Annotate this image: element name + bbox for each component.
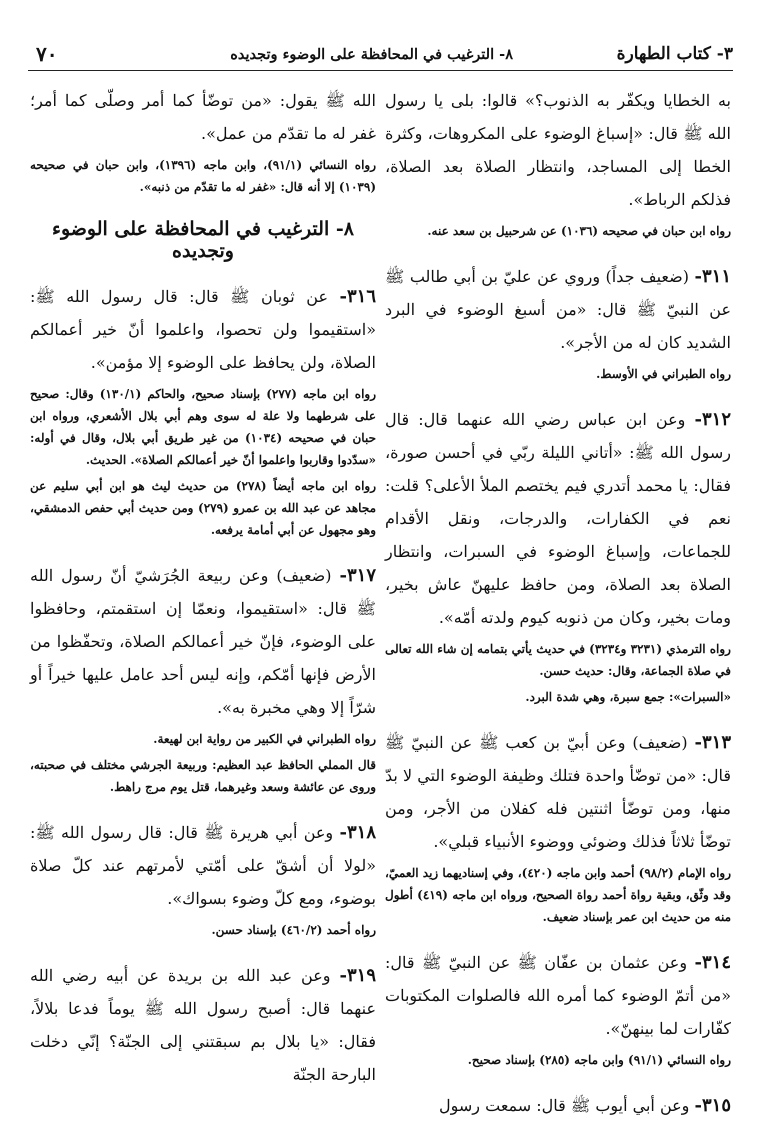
hadith-311 [385, 260, 731, 359]
right-column [385, 84, 731, 1122]
hadith-312-note: «السبرات»: جمع سبرة، وهي شدة البرد. [525, 690, 731, 704]
hadith-312-text: وعن ابن عباس رضي الله عنهما قال: قال رسول الله ﷺ: «أتاني الليلة ربّي في أحسن صورة، فقال: يا محمد أتدري فيم يختصم الملأ الأعلى؟ قلت: نعم في الكفارات، والدرجات، ونقل الأقدام للجماعات، وإسباغ الوضوء في السبرات، وانتظار الصلاة بعد الصلاة، ومن حافظ عليهنّ عاش بخير، ومات بخير، وكان من ذنوبه كيوم ولدته أمّه». [385, 410, 731, 627]
section-title: ٨- الترغيب في المحافظة على الوضوء وتجديده [52, 218, 354, 262]
hadith-311-takhrij: رواه الطبراني في الأوسط. [596, 367, 731, 381]
hadith-313-text: (ضعيف) وعن أبيّ بن كعب ﷺ عن النبيّ ﷺ قال: «من توضّأ واحدة فتلك وظيفة الوضوء التي لا بدّ منها، ومن توضّأ اثنتين فله كفلان من الأجر، ومن توضّأ ثلاثاً فذلك وضوئي ووضوء الأنبياء قبلي». [385, 733, 731, 851]
hadith-315-number: ٣١٥- [694, 1095, 731, 1116]
hadith-313-number: ٣١٣- [694, 732, 731, 753]
hadith-318-number: ٣١٨- [339, 822, 376, 843]
hadith-continuation-takhrij: رواه ابن حبان في صحيحه (١٠٣٦) عن شرحبيل بن سعد عنه. [427, 224, 731, 238]
hadith-318-text: وعن أبي هريرة ﷺ قال: قال رسول الله ﷺ: «لولا أن أشقّ على أمّتي لأمرتهم عند كلّ صلاة بوضوء، ومع كلّ وضوء بسواك». [30, 823, 376, 908]
hadith-315-text: وعن أبي أيوب ﷺ قال: سمعت رسول [439, 1096, 690, 1115]
hadith-316-number: ٣١٦- [339, 286, 377, 307]
hadith-314-text: وعن عثمان بن عفّان ﷺ عن النبيّ ﷺ قال: «من أتمّ الوضوء كما أمره الله فالصلوات المكتوبات كفّارات لما بينهنّ». [385, 953, 731, 1038]
hadith-319-number: ٣١٩- [339, 965, 376, 986]
hadith-313 [385, 726, 731, 858]
hadith-315 [385, 1089, 731, 1122]
hadith-317-takhrij-2: قال المملي الحافظ عبد العظيم: وربيعة الجرشي مختلف في صحبته، وروى عن عائشة وسعد وغيرهما، قتل يوم مرج راهط. [30, 758, 376, 794]
hadith-continuation-text: به الخطايا ويكفّر به الذنوب؟» قالوا: بلى يا رسول الله ﷺ قال: «إسباغ الوضوء على المكروهات، وكثرة الخطا إلى المساجد، وانتظار الصلاة بعد الصلاة، فذلكم الرباط». [385, 91, 731, 209]
hadith-316-text: عن ثوبان ﷺ قال: قال رسول الله ﷺ: «استقيموا ولن تحصوا، واعلموا أنّ خير أعمالكم الصلاة، ولن يحافظ على الوضوء إلا مؤمن». [30, 287, 376, 372]
hadith-318 [30, 816, 376, 915]
book-title: ٣- كتاب الطهارة [616, 44, 733, 64]
hadith-312-takhrij: رواه الترمذي (٣٢٣١ و٣٢٣٤) في حديث يأتي بتمامه إن شاء الله تعالى في صلاة الجماعة، وقال: حديث حسن. [385, 642, 731, 678]
page-header [28, 40, 733, 71]
hadith-319-text: وعن عبد الله بن بريدة عن أبيه رضي الله عنهما قال: أصبح رسول الله ﷺ يوماً فدعا بلالاً، فقال: «يا بلال بم سبقتني إلى الجنّة؟ إنّي دخلت البارحة الجنّة [30, 966, 376, 1084]
hadith-318-takhrij: رواه أحمد (٤٦٠/٢) بإسناد حسن. [211, 923, 376, 937]
hadith-316 [30, 280, 376, 379]
hadith-311-text: (ضعيف جداً) وروي عن عليّ بن أبي طالب ﷺ عن النبيّ ﷺ قال: «من أسبغ الوضوء في البرد الشديد كان له من الأجر». [385, 267, 731, 352]
hadith-319 [30, 959, 376, 1091]
hadith-312-number: ٣١٢- [694, 409, 731, 430]
hadith-317-number: ٣١٧- [339, 565, 376, 586]
hadith-315-continuation-text: الله ﷺ يقول: «من توضّأ كما أمر وصلّى كما أمر؛ غفر له ما تقدّم من عمل». [30, 91, 376, 143]
hadith-314-number: ٣١٤- [694, 952, 731, 973]
hadith-311-number: ٣١١- [694, 266, 731, 287]
chapter-title: ٨- الترغيب في المحافظة على الوضوء وتجديده [230, 46, 513, 63]
hadith-316-takhrij-2: رواه ابن ماجه أيضاً (٢٧٨) من حديث ليث هو ابن أبي سليم عن مجاهد عن عبد الله بن عمرو (٢٧٩) ومن حديث أبي حفص الدمشقي، وهو مجهول عن أبي أمامة يرفعه. [30, 479, 377, 537]
hadith-317-takhrij: رواه الطبراني في الكبير من رواية ابن لهيعة. [153, 732, 376, 746]
hadith-314-takhrij: رواه النسائي (٩١/١) وابن ماجه (٢٨٥) بإسناد صحيح. [467, 1053, 731, 1067]
page-number: ٧٠ [36, 42, 58, 66]
hadith-313-takhrij: رواه الإمام (٩٨/٢) أحمد وابن ماجه (٤٢٠)، وفي إسناديهما زيد العميّ، وقد وثّق، وبقية رواة أحمد رواة الصحيح، ورواه ابن ماجه (٤١٩) أطول منه من حديث ابن عمر بإسناد ضعيف. [385, 866, 732, 924]
hadith-314 [385, 946, 731, 1045]
hadith-316-takhrij: رواه ابن ماجه (٢٧٧) بإسناد صحيح، والحاكم (١٣٠/١) وقال: صحيح على شرطهما ولا علة له سوى وهم أبي بلال الأشعري، ورواه ابن حبان في صحيحه (١٠٣٤) من غير طريق أبي بلال، وقال في أوله: «سدّدوا وقاربوا واعلموا أنّ خير أعمالكم الصلاة». الحديث. [30, 387, 377, 467]
hadith-317 [30, 559, 376, 724]
hadith-317-text: (ضعيف) وعن ربيعة الجُرَشيّ أنّ رسول الله ﷺ قال: «استقيموا، ونعمّا إن استقمتم، وحافظوا على الوضوء، فإنّ خير أعمالكم الصلاة، وتحفّظوا من الأرض فإنها أمّكم، وإنه ليس أحد عامل عليها خيراً أو شرّاً إلا وهي مخبرة به». [30, 566, 376, 717]
left-column [30, 84, 376, 1091]
hadith-312 [385, 403, 731, 634]
hadith-315-takhrij: رواه النسائي (٩١/١)، وابن ماجه (١٣٩٦)، وابن حبان في صحيحه (١٠٣٩) إلا أنه قال: «غفر له ما تقدّم من ذنبه». [30, 158, 376, 194]
